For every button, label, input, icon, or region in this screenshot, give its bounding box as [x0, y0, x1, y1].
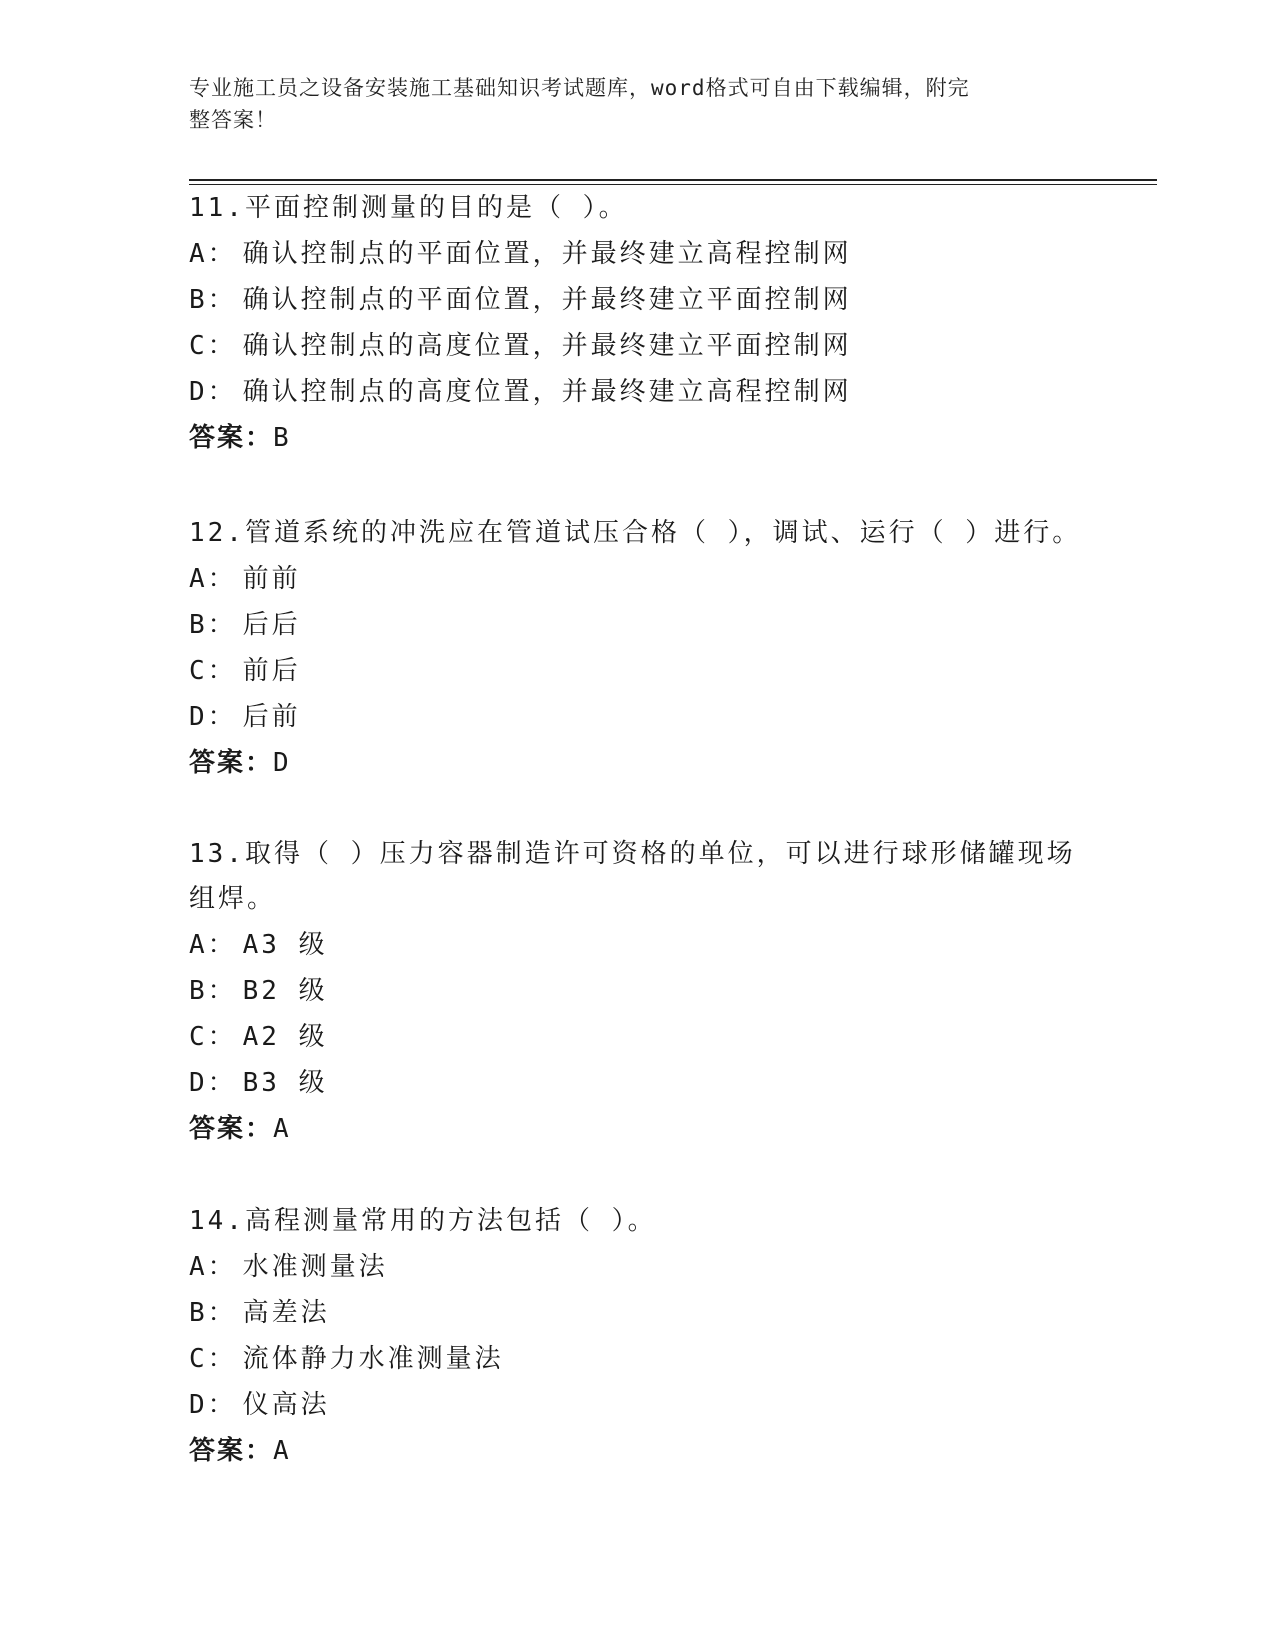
answer-line — [189, 740, 1089, 786]
option-a — [189, 556, 1089, 602]
option-key: D： — [189, 377, 237, 407]
answer-line — [189, 415, 1089, 461]
option-text: 确认控制点的平面位置，并最终建立平面控制网 — [242, 285, 852, 315]
option-b — [189, 602, 1089, 648]
option-b — [189, 277, 1089, 323]
option-key: A： — [189, 930, 237, 960]
answer-value: B — [273, 423, 291, 453]
option-d — [189, 1382, 1089, 1428]
question-11 — [189, 186, 1089, 461]
option-key: A： — [189, 1252, 237, 1282]
option-key: B： — [189, 285, 237, 315]
option-key: D： — [189, 1390, 237, 1420]
option-key: D： — [189, 1068, 237, 1098]
option-c — [189, 323, 1089, 369]
option-text: 水准测量法 — [242, 1252, 388, 1282]
option-text: 前后 — [242, 656, 301, 686]
option-text: 确认控制点的平面位置，并最终建立高程控制网 — [242, 239, 852, 269]
option-b — [189, 1290, 1089, 1336]
option-c — [189, 1336, 1089, 1382]
header-divider-top — [189, 179, 1157, 181]
option-a — [189, 922, 1089, 968]
option-text: 后后 — [242, 610, 301, 640]
question-12 — [189, 511, 1089, 786]
option-text: 前前 — [242, 564, 301, 594]
option-b — [189, 968, 1089, 1014]
option-key: C： — [189, 331, 237, 361]
question-14 — [189, 1199, 1089, 1474]
option-key: B： — [189, 610, 237, 640]
option-a — [189, 1244, 1089, 1290]
option-text: 高差法 — [242, 1298, 330, 1328]
answer-label: 答案： — [189, 423, 274, 453]
option-key: C： — [189, 1022, 237, 1052]
option-c — [189, 1014, 1089, 1060]
option-key: B： — [189, 976, 237, 1006]
document-header — [189, 72, 1069, 136]
answer-line — [189, 1106, 1089, 1152]
header-line-2: 整答案！ — [189, 108, 277, 132]
option-c — [189, 648, 1089, 694]
option-text: A3 级 — [242, 930, 328, 960]
question-stem: 11.平面控制测量的目的是（ ）。 — [189, 193, 628, 223]
question-stem: 12.管道系统的冲洗应在管道试压合格（ ），调试、运行（ ）进行。 — [189, 518, 1082, 548]
answer-value: A — [273, 1114, 291, 1144]
question-stem: 14.高程测量常用的方法包括（ ）。 — [189, 1206, 657, 1236]
option-d — [189, 1060, 1089, 1106]
option-text: 流体静力水准测量法 — [242, 1344, 504, 1374]
answer-value: D — [273, 748, 291, 778]
option-key: C： — [189, 656, 237, 686]
option-d — [189, 369, 1089, 415]
option-key: C： — [189, 1344, 237, 1374]
answer-line — [189, 1428, 1089, 1474]
option-key: B： — [189, 1298, 237, 1328]
question-stem-continued: 组焊。 — [189, 884, 277, 914]
question-13 — [189, 832, 1089, 1152]
question-stem: 13.取得（ ）压力容器制造许可资格的单位，可以进行球形储罐现场 — [189, 839, 1076, 869]
header-divider-bottom — [189, 184, 1157, 185]
option-key: A： — [189, 239, 237, 269]
answer-label: 答案： — [189, 1114, 274, 1144]
answer-value: A — [273, 1436, 291, 1466]
option-key: D： — [189, 702, 237, 732]
option-text: B3 级 — [242, 1068, 328, 1098]
header-line-1: 专业施工员之设备安装施工基础知识考试题库，word格式可自由下载编辑，附完 — [189, 76, 970, 100]
option-text: B2 级 — [242, 976, 328, 1006]
answer-label: 答案： — [189, 1436, 274, 1466]
option-text: 仪高法 — [242, 1390, 330, 1420]
option-text: 确认控制点的高度位置，并最终建立高程控制网 — [242, 377, 852, 407]
answer-label: 答案： — [189, 748, 274, 778]
option-d — [189, 694, 1089, 740]
option-key: A： — [189, 564, 237, 594]
option-text: 后前 — [242, 702, 301, 732]
option-a — [189, 231, 1089, 277]
option-text: 确认控制点的高度位置，并最终建立平面控制网 — [242, 331, 852, 361]
option-text: A2 级 — [242, 1022, 328, 1052]
